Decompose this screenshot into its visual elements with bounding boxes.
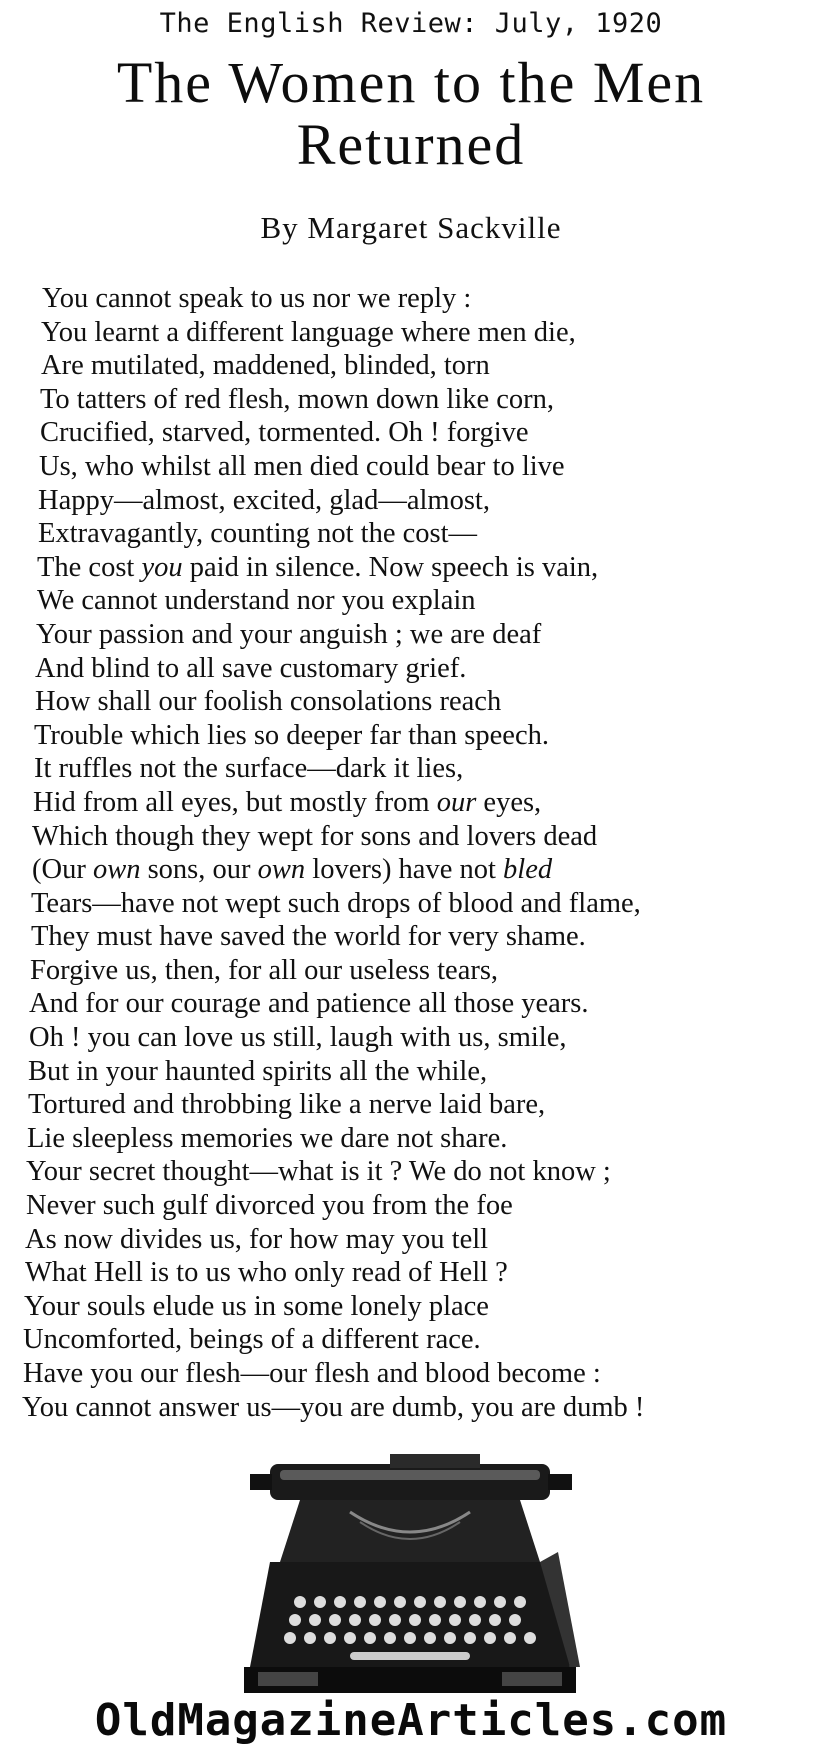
poem-line [0,484,822,518]
poem-line [0,618,822,652]
poem-line [0,1290,822,1324]
poem-line [0,1055,822,1089]
poem-text: sons, our [140,854,258,886]
poem-line [0,517,822,551]
poem-line [0,1223,822,1257]
poem-text: Tears—have not wept such drops of blood and flame, [31,887,641,919]
poem-line [0,1189,822,1223]
poem-text: Tortured and throbbing like a nerve laid bare, [28,1089,546,1121]
poem-text: To tatters of red flesh, mown down like corn, [40,383,555,415]
poem-text: Uncomforted, beings of a different race. [23,1324,481,1356]
poem-text: But in your haunted spirits all the while, [28,1055,488,1087]
poem-line [0,551,822,585]
poem-text: Have you our flesh—our flesh and blood become : [23,1358,601,1389]
poem-line [0,920,822,954]
poem-text: Are mutilated, maddened, blinded, torn [41,350,490,382]
poem-text: And blind to all save customary grief. [35,652,467,684]
poem-text: paid in silence. Now speech is vain, [182,551,599,583]
poem-text: Oh ! you can love us still, laugh with us, smile, [29,1022,567,1054]
poem-line [0,685,822,719]
poem-text: Crucified, starved, tormented. Oh ! forgive [40,417,529,449]
poem-text: eyes, [476,786,542,818]
poem-line [0,450,822,484]
poem-text: As now divides us, for how may you tell [25,1223,489,1255]
poem-line [0,853,822,887]
byline: By Margaret Sackville [260,210,562,245]
poem-text: Your souls elude us in some lonely place [24,1290,489,1322]
poem-text: You cannot answer us—you are dumb, you are dumb ! [22,1391,645,1423]
poem-text: Your passion and your anguish ; we are deaf [36,618,542,650]
poem-line [0,1357,822,1391]
poem-text: Extravagantly, counting not the cost— [38,518,478,550]
poem-line [0,887,822,921]
poem-text: And for our courage and patience all those years. [29,988,589,1020]
poem-emphasis: you [141,551,183,583]
poem-text: They must have saved the world for very shame. [31,921,586,953]
poem-text: It ruffles not the surface—dark it lies, [34,753,464,785]
poem-line [0,416,822,450]
poem-text: How shall our foolish consolations reach [35,686,502,718]
publication-line: The English Review: July, 1920 [159,8,663,39]
poem-emphasis: our [436,786,477,818]
poem-text: What Hell is to us who only read of Hell ? [25,1257,508,1289]
poem-text: Never such gulf divorced you from the foe [26,1190,513,1222]
poem-line [0,987,822,1021]
article-title-line-2: Returned [296,112,526,177]
poem-line [0,1122,822,1156]
poem-text: Happy—almost, excited, glad—almost, [38,484,490,516]
poem-line [0,820,822,854]
poem-text: Trouble which lies so deeper far than speech. [34,719,549,751]
poem-text: Lie sleepless memories we dare not share. [27,1122,508,1154]
poem-line [0,954,822,988]
poem-line [0,652,822,686]
poem-emphasis: own [92,854,141,886]
poem-text: Hid from all eyes, but mostly from [33,786,437,818]
poem-text: lovers) have not [305,854,504,886]
poem-line [0,1021,822,1055]
poem-line [0,1323,822,1357]
article-title-line-1: The Women to the Men [116,50,706,115]
poem-line [0,786,822,820]
poem-line [0,383,822,417]
article-title [0,52,822,176]
poem-line [0,1391,822,1425]
poem-text: You cannot speak to us nor we reply : [42,283,472,314]
poem-line [0,282,822,316]
poem-text: You learnt a different language where men die, [41,316,576,348]
poem-text: Forgive us, then, for all our useless tears, [30,954,499,986]
poem-line [0,719,822,753]
poem-emphasis: bled [503,854,553,886]
poem-line [0,316,822,350]
typewriter-icon [240,1452,580,1698]
poem-emphasis: own [257,854,306,886]
poem-line [0,752,822,786]
poem-text: The cost [37,551,142,583]
footer-site-name: OldMagazineArticles.com [94,1695,728,1746]
poem-text: Which though they wept for sons and lovers dead [32,820,598,852]
poem-line [0,349,822,383]
poem-text: (Our [32,854,93,886]
poem-line [0,1155,822,1189]
poem-line [0,1256,822,1290]
poem-body [0,282,822,1424]
poem-text: We cannot understand nor you explain [37,585,476,617]
poem-text: Us, who whilst all men died could bear to live [39,450,565,482]
poem-text: Your secret thought—what is it ? We do not know ; [26,1156,611,1188]
poem-line [0,1088,822,1122]
poem-line [0,584,822,618]
